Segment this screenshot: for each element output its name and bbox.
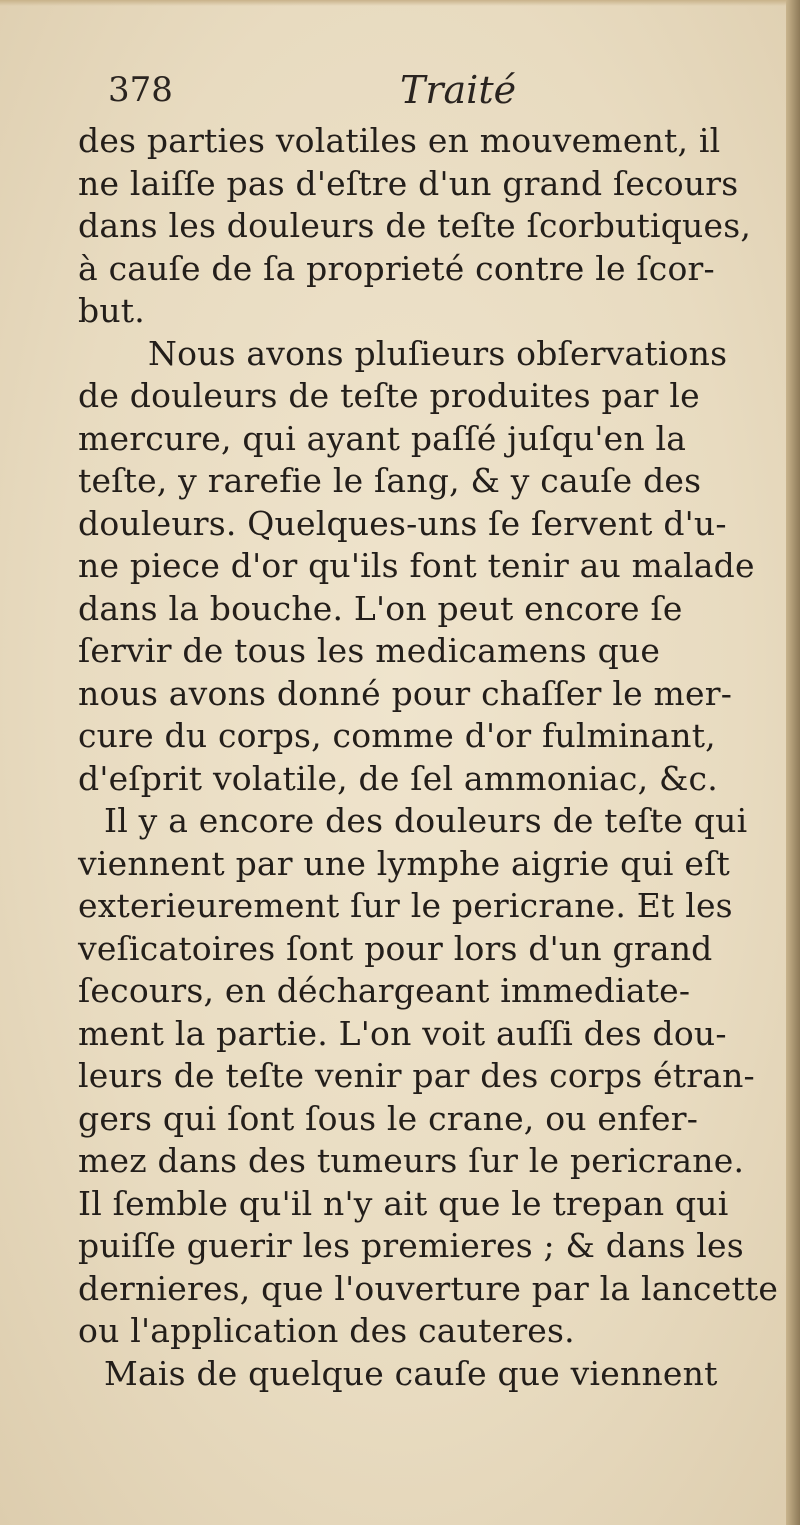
text-line: d'eſprit volatile, de ſel ammoniac, &c. — [78, 758, 718, 798]
text-line: nous avons donné pour chaſſer le mer- — [78, 673, 733, 713]
text-line: ſervir de tous les medicamens que — [78, 631, 661, 670]
page-top-edge — [0, 0, 800, 6]
text-line: gers qui ſont ſous le crane, ou enfer- — [78, 1098, 699, 1138]
text-line: viennent par une lymphe aigrie qui eſt — [78, 843, 730, 883]
text-line: ne piece d'or qu'ils font tenir au malade — [78, 546, 755, 585]
text-line: teſte, y rarefie le ſang, & y cauſe des — [78, 461, 702, 500]
text-line: dans la bouche. L'on peut encore ſe — [78, 588, 683, 628]
text-line: des parties volatiles en mouvement, il — [78, 121, 721, 160]
text-line: mez dans des tumeurs ſur le pericrane. — [78, 1141, 745, 1180]
text-line: de douleurs de teſte produites par le — [78, 376, 700, 415]
text-line: dernieres, que l'ouverture par la lancette — [78, 1268, 779, 1308]
body-text — [78, 120, 779, 1395]
text-line: leurs de teſte venir par des corps étran- — [78, 1056, 755, 1095]
paragraph-start-line: Mais de quelque cauſe que viennent — [104, 1353, 718, 1393]
text-line: ne laiſſe pas d'eſtre d'un grand ſecours — [78, 163, 739, 203]
text-line: à cauſe de ſa proprieté contre le ſcor- — [78, 248, 715, 288]
running-title: Traité — [400, 68, 517, 112]
page-header — [108, 70, 728, 120]
text-line: exterieurement ſur le pericrane. Et les — [78, 886, 733, 925]
text-line: ſecours, en déchargeant immediate- — [78, 971, 691, 1010]
text-line: but. — [78, 291, 145, 330]
text-line: Il ſemble qu'il n'y ait que le trepan qui — [78, 1183, 729, 1223]
text-line: douleurs. Quelques-uns ſe ſervent d'u- — [78, 503, 727, 543]
text-line: ment la partie. L'on voit auſſi des dou- — [78, 1013, 727, 1053]
text-line: puiſſe guerir les premieres ; & dans les — [78, 1226, 744, 1265]
page-number: 378 — [108, 70, 173, 110]
text-line: ou l'application des cauteres. — [78, 1311, 575, 1350]
text-line: veſicatoires ſont pour lors d'un grand — [78, 928, 713, 968]
text-line: mercure, qui ayant paſſé juſqu'en la — [78, 418, 687, 458]
page-binding-edge — [786, 0, 800, 1525]
paragraph-start-line: Il y a encore des douleurs de teſte qui — [104, 801, 748, 840]
text-line: dans les douleurs de teſte ſcorbutiques, — [78, 206, 752, 245]
paragraph-start-line: Nous avons pluſieurs obſervations — [148, 333, 728, 373]
text-line: cure du corps, comme d'or fulminant, — [78, 716, 716, 755]
